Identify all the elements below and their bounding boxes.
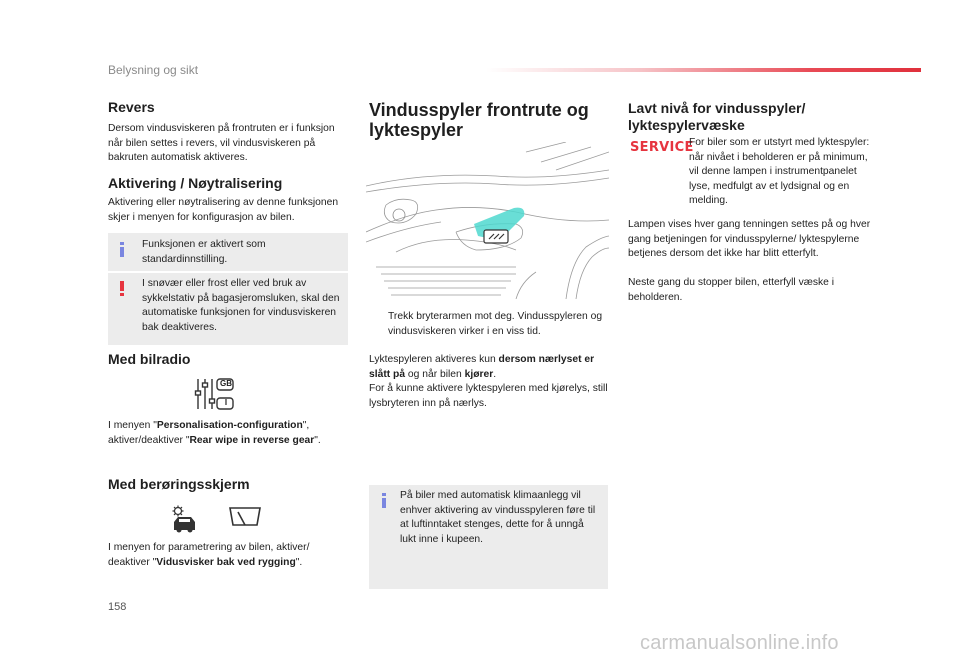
section-title: Belysning og sikt [108, 63, 199, 77]
lamp-text: Lampen vises hver gang tenningen settes på og hver gang betjeningen for vindusspylerne/ lyktespylerne betjenes dersom det ikke har blitt etterfylt. [628, 219, 871, 259]
washer-heading: Vindusspyler frontrute og lyktespyler [369, 100, 589, 140]
warning-icon [120, 281, 124, 296]
i-label: I [224, 398, 228, 407]
warning-note [108, 273, 348, 345]
touchscreen-text: I menyen for parametrering av bilen, aktiver/ deaktiver "Vidusvisker bak ved rygging". [108, 542, 310, 568]
rear-wiper-icon [228, 505, 262, 527]
bilradio-heading: Med bilradio [108, 351, 191, 367]
info-note-climate [369, 485, 608, 589]
info-icon [120, 242, 124, 257]
warning-note-text: I snøvær eller frost eller ved bruk av sykkelstativ på bagasjeromsluken, skal den automatiske funksjonen for vindusviskeren bak deaktiveres. [142, 278, 340, 333]
service-text: For biler som er utstyrt med lyktespyler: når nivået i beholderen er på minimum, vil denne lampen i instrumentpanelet lyse, medfulgt av et lydsignal og en melding. [689, 137, 870, 206]
settings-sliders-icon [194, 377, 236, 411]
service-warning-icon: SERVICE [630, 140, 694, 155]
gb-label: GB [220, 379, 232, 388]
car-front-illustration [366, 142, 609, 299]
car-settings-icon [169, 504, 199, 534]
low-level-heading: Lavt nivå for vindusspyler/ lyktespylervæske [628, 100, 806, 133]
touchscreen-heading: Med berøringsskjerm [108, 476, 250, 492]
climate-note-text: På biler med automatisk klimaanlegg vil enhver aktivering av vindusspyleren føre til at luftinntaket stenges, dette for å unngå lukt inne i kupeen. [400, 490, 596, 545]
aktivering-text: Aktivering eller nøytralisering av denne funksjonen skjer i menyen for konfigurasjon av bilen. [108, 197, 339, 223]
washer-bullet [369, 310, 609, 339]
headlamp-washer-text: Lyktespyleren aktiveres kun dersom nærlyset er slått på og når bilen kjører. For å kunne aktivere lyktespyleren med kjørelys, still lysbryteren inn på nærlys. [369, 354, 608, 409]
info-icon [382, 493, 386, 508]
page-number: 158 [108, 601, 127, 613]
aktivering-heading: Aktivering / Nøytralisering [108, 175, 283, 191]
header-rule [486, 68, 921, 72]
bilradio-text: I menyen "Personalisation-configuration", aktiver/deaktiver "Rear wipe in reverse gear". [108, 420, 321, 446]
info-note-default [108, 233, 348, 271]
bullet-text: Trekk bryterarmen mot deg. Vindusspyleren og vindusviskeren virker i en viss tid. [388, 311, 603, 337]
refill-text: Neste gang du stopper bilen, etterfyll væske i beholderen. [628, 277, 835, 303]
watermark: carmanualsonline.info [640, 632, 839, 654]
revers-text: Dersom vindusviskeren på frontruten er i funksjon når bilen settes i revers, vil vindusviskeren på bakruten automatisk aktiveres. [108, 123, 335, 163]
info-note-text: Funksjonen er aktivert som standardinnstilling. [142, 239, 266, 265]
revers-heading: Revers [108, 99, 155, 115]
